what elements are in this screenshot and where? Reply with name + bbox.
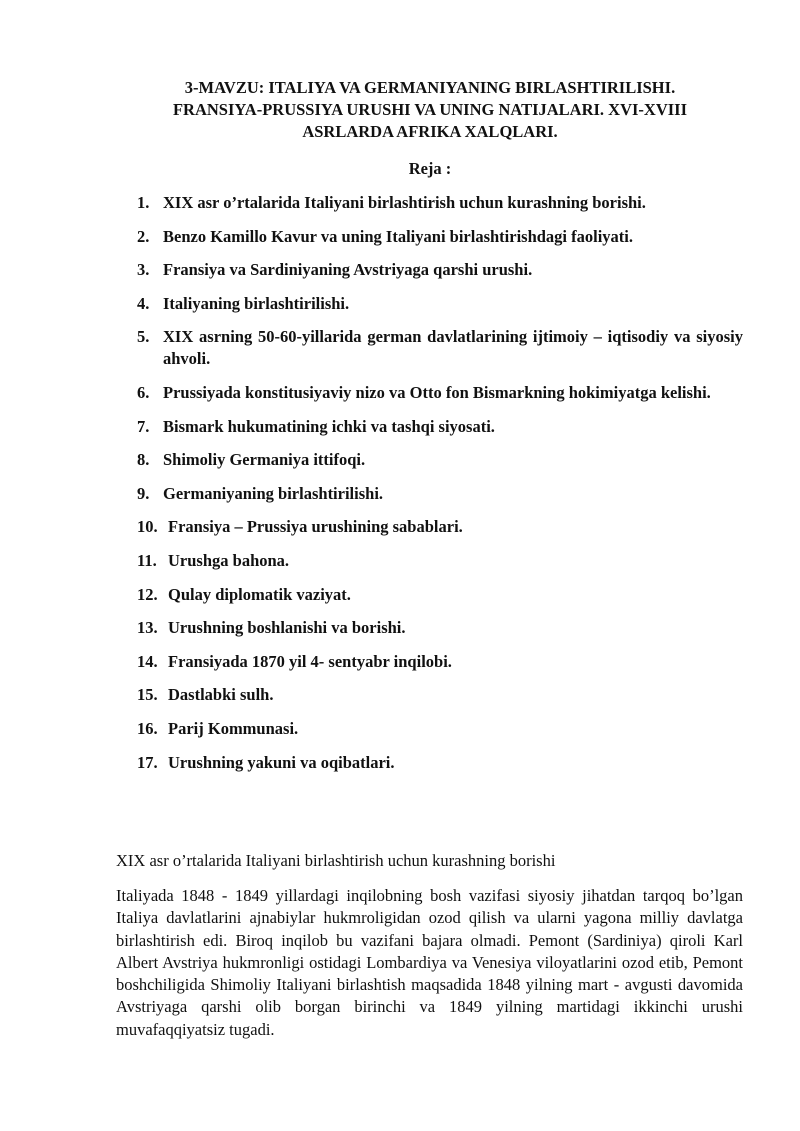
plan-item-text: Benzo Kamillo Kavur va uning Italiyani birlashtirishdagi faoliyati. xyxy=(163,226,634,246)
plan-item-text: XIX asrning 50-60-yillarida german davlatlarining ijtimoiy – iqtisodiy va siyosiy ahvoli. xyxy=(163,327,743,369)
plan-item-number: 5. xyxy=(137,327,150,347)
plan-item-number: 2. xyxy=(137,226,150,246)
plan-heading: Reja : xyxy=(408,159,452,178)
plan-item-text: Urushning boshlanishi va borishi. xyxy=(168,618,406,638)
plan-item-number: 14. xyxy=(137,651,158,671)
plan-item-text: XIX asr o’rtalarida Italiyani birlashtirish uchun kurashning borishi. xyxy=(163,193,646,212)
plan-item-number: 16. xyxy=(137,718,158,738)
plan-item-number: 17. xyxy=(137,752,158,772)
plan-item-text: Urushga bahona. xyxy=(168,550,290,570)
plan-item xyxy=(137,651,743,673)
plan-item-number: 11. xyxy=(137,550,157,570)
plan-item-number: 3. xyxy=(137,260,150,280)
plan-item-text: Bismark hukumatining ichki va tashqi siyosati. xyxy=(163,416,495,436)
plan-item-text: Prussiyada konstitusiyaviy nizo va Otto fon Bismarkning hokimiyatga kelishi. xyxy=(163,382,711,402)
plan-item-number: 15. xyxy=(137,685,158,705)
plan-item xyxy=(137,259,743,281)
plan-item-number: 10. xyxy=(137,517,158,537)
plan-item xyxy=(137,226,743,248)
plan-item xyxy=(137,293,743,315)
plan-item-text: Shimoliy Germaniya ittifoqi. xyxy=(163,450,366,470)
plan-item-text: Qulay diplomatik vaziyat. xyxy=(168,584,351,604)
plan-item xyxy=(137,483,743,505)
plan-item xyxy=(137,516,743,538)
plan-item-text: Fransiya – Prussiya urushining sabablari. xyxy=(168,517,463,537)
title-line-2: FRANSIYA-PRUSSIYA URUSHI VA UNING NATIJALARI. XVI-XVIII xyxy=(172,100,688,119)
plan-item-number: 6. xyxy=(137,382,150,402)
plan-item-number: 8. xyxy=(137,450,150,470)
plan-list xyxy=(137,192,743,785)
plan-item-number: 4. xyxy=(137,293,150,313)
plan-item-text: Germaniyaning birlashtirilishi. xyxy=(163,483,384,503)
plan-item-number: 1. xyxy=(137,193,150,212)
plan-item xyxy=(137,718,743,740)
plan-item-text: Parij Kommunasi. xyxy=(168,718,299,738)
body-paragraph: Italiyada 1848 - 1849 yillardagi inqilobning bosh vazifasi siyosiy jihatdan tarqoq bo’lgan Italiya davlatlarini ajnabiylar hukmroligidan ozod qilish va ularni yagona milliy davlatga birlashtirish edi. Biroq inqilob bu vazifani bajara olmadi. Pemont (Sardiniya) qiroli Karl Albert Avstriya hukmronligi ostidagi Lombardiya va Venesiya viloyatlarini ozod etib, Pemont boshchiligida Shimoliy Italiyani birlashtish maqsadida 1848 yilning mart - avgusti davomida Avstriyaga qarshi olib borgan birinchi va 1849 yilning martidagi ikkinchi urushi muvafaqqiyatsiz tugadi. xyxy=(116,886,743,1039)
plan-item xyxy=(137,752,743,774)
plan-item xyxy=(137,449,743,471)
document-title xyxy=(100,77,760,143)
plan-item-text: Fransiyada 1870 yil 4- sentyabr inqilobi. xyxy=(168,651,452,671)
plan-item-text: Fransiya va Sardiniyaning Avstriyaga qarshi urushi. xyxy=(163,260,533,280)
plan-item-text: Italiyaning birlashtirilishi. xyxy=(163,293,350,313)
plan-item xyxy=(137,617,743,639)
plan-item-text: Dastlabki sulh. xyxy=(168,685,274,705)
plan-item xyxy=(137,584,743,606)
plan-item xyxy=(137,326,743,370)
title-line-3: ASRLARDA AFRIKA XALQLARI. xyxy=(302,122,558,141)
plan-item xyxy=(137,550,743,572)
plan-item-number: 12. xyxy=(137,584,158,604)
plan-item-number: 7. xyxy=(137,416,150,436)
title-line-1: 3-MAVZU: ITALIYA VA GERMANIYANING BIRLASHTIRILISHI. xyxy=(184,78,676,97)
plan-item-number: 9. xyxy=(137,483,150,503)
plan-item xyxy=(137,416,743,438)
plan-item xyxy=(137,684,743,706)
section-title: XIX asr o’rtalarida Italiyani birlashtirish uchun kurashning borishi xyxy=(116,851,556,870)
plan-item xyxy=(137,382,743,404)
plan-item-number: 13. xyxy=(137,618,158,638)
plan-item-text: Urushning yakuni va oqibatlari. xyxy=(168,752,395,772)
plan-item xyxy=(137,192,743,214)
